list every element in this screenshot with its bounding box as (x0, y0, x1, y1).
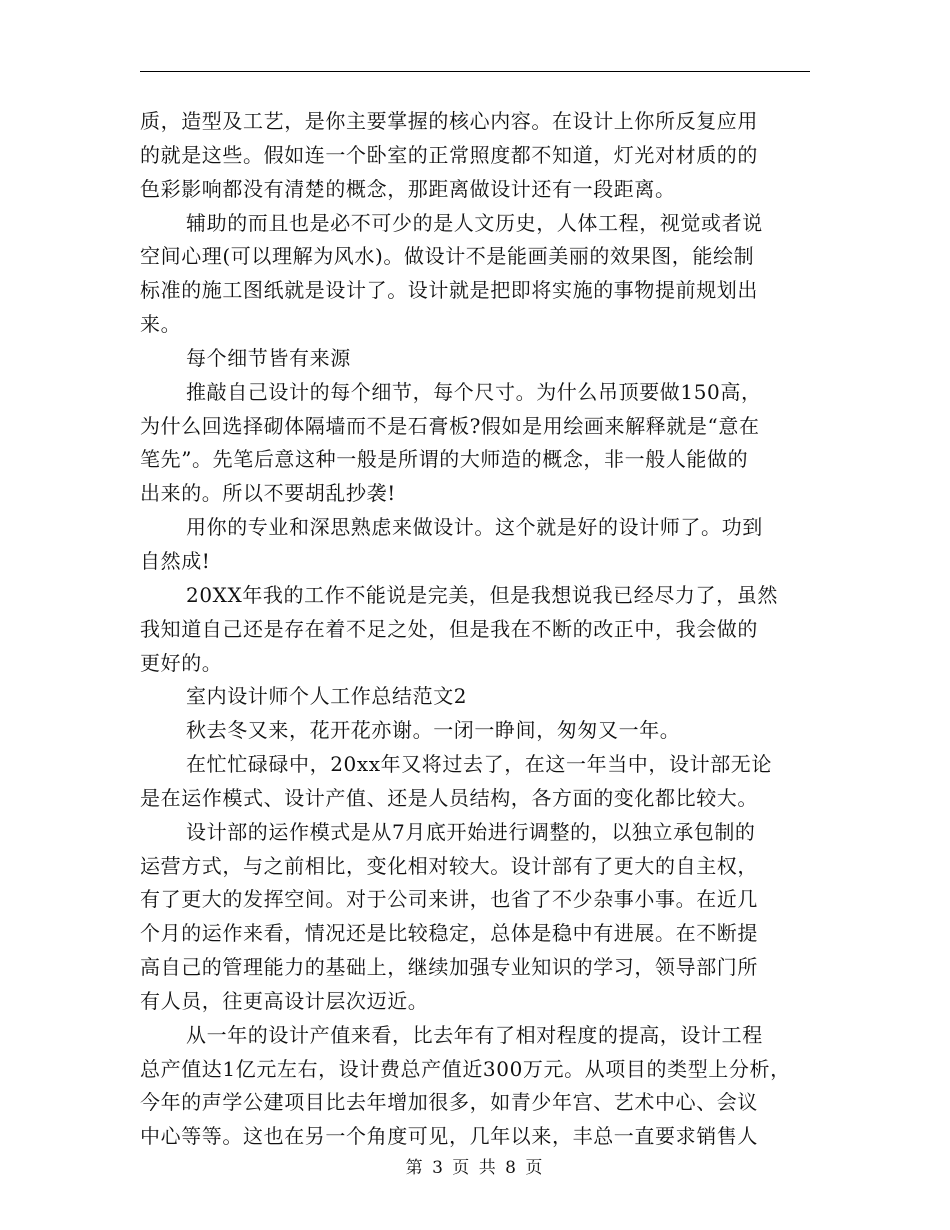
paragraph-start: 秋去冬又来，花开花亦谢。一闭一睁间，匆匆又一年。 (186, 718, 681, 743)
text-line: 出来的。所以不要胡乱抄袭! (140, 481, 396, 506)
text-line: 自然成! (140, 548, 211, 573)
paragraph-start: 设计部的运作模式是从7月底开始进行调整的，以独立承包制的 (186, 819, 756, 844)
text-line: 是在运作模式、设计产值、还是人员结构，各方面的变化都比较大。 (140, 785, 758, 810)
text-line: 笔先”。先笔后意这种一般是所谓的大师造的概念，非一般人能做的 (140, 447, 749, 472)
paragraph-start: 20XX年我的工作不能说是完美，但是我想说我已经尽力了，虽然 (186, 582, 778, 607)
text-line: 质，造型及工艺，是你主要掌握的核心内容。在设计上你所反复应用 (140, 109, 758, 133)
text-line: 个月的运作来看，情况还是比较稳定，总体是稳中有进展。在不断提 (140, 921, 758, 946)
text-line: 有人员，往更高设计层次迈近。 (140, 988, 429, 1013)
paragraph-start: 辅助的而且也是必不可少的是人文历史，人体工程，视觉或者说 (186, 210, 763, 235)
paragraph-start: 推敲自己设计的每个细节，每个尺寸。为什么吊顶要做150高， (186, 379, 762, 404)
text-line: 总产值达1亿元左右，设计费总产值近300万元。从项目的类型上分析， (140, 1056, 791, 1081)
body-text (140, 105, 810, 1154)
paragraph-start: 用你的专业和深思熟虑来做设计。这个就是好的设计师了。功到 (186, 515, 763, 540)
text-line: 为什么回选择砌体隔墙而不是石膏板?假如是用绘画来解释就是“意在 (140, 413, 760, 438)
text-line: 的就是这些。假如连一个卧室的正常照度都不知道，灯光对材质的的 (140, 142, 758, 167)
text-line: 高自己的管理能力的基础上，继续加强专业知识的学习，领导部门所 (140, 955, 758, 980)
text-line: 今年的声学公建项目比去年增加很多，如青少年宫、艺术中心、会议 (140, 1090, 758, 1115)
page-footer: 第 3 页 共 8 页 (405, 1158, 545, 1178)
text-line: 标准的施工图纸就是设计了。设计就是把即将实施的事物提前规划出 (140, 278, 758, 303)
header-rule (140, 71, 810, 72)
text-line: 更好的。 (140, 650, 223, 675)
section-heading: 每个细节皆有来源 (186, 345, 351, 370)
text-line: 来。 (140, 312, 182, 337)
text-line: 我知道自己还是存在着不足之处，但是我在不断的改正中，我会做的 (140, 616, 758, 641)
paragraph-start: 从一年的设计产值来看，比去年有了相对程度的提高，设计工程 (186, 1022, 763, 1047)
text-line: 空间心理(可以理解为风水)。做设计不是能画美丽的效果图，能绘制 (140, 244, 755, 269)
text-line: 色彩影响都没有清楚的概念，那距离做设计还有一段距离。 (140, 176, 676, 201)
section-heading: 室内设计师个人工作总结范文2 (186, 684, 468, 709)
paragraph-start: 在忙忙碌碌中，20xx年又将过去了，在这一年当中，设计部无论 (186, 752, 773, 777)
text-line: 中心等等。这也在另一个角度可见，几年以来，丰总一直要求销售人 (140, 1124, 758, 1149)
text-line: 有了更大的发挥空间。对于公司来讲，也省了不少杂事小事。在近几 (140, 887, 758, 912)
text-line: 运营方式，与之前相比，变化相对较大。设计部有了更大的自主权， (140, 853, 758, 878)
